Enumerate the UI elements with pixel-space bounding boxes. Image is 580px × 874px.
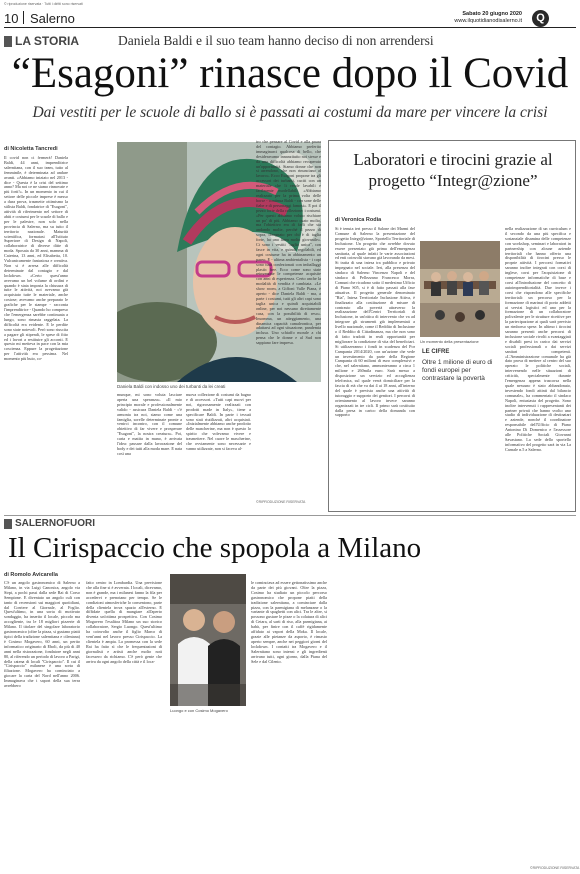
issue-date: Sabato 20 giugno 2020 bbox=[462, 11, 522, 17]
bottom-photo-caption: Luongo e con Cosimo Mogavero bbox=[170, 708, 228, 713]
masthead-rule bbox=[4, 27, 576, 28]
bottom-column-1: C'è un angolo gastronomico di Salerno a Milano, in via Luigi Canonica, angolo via Sirpi, a pochi passi dalla sede Rai di Corso Sempione. E diventato un angolo cult con tanto di recensioni sui maggiori quotidiani, dal Corriere al Giornale, al Foglio. Quest'ultimo, in una sorta di motivato sondaggio, ha inserito il locale, piccolo ma accogliente, tra le 18 migliori pizzerie di Milano. Il titolare del singolare laboratorio gastronomico (oltre la pizza, si gustano piatti tipici della tradizione salernitana e cilentana) è Cosimo Mogavero, 60 anni, un perito informatico originario di Eboli, da più di 40 anni nella ristorazione, fondatore negli anni 80, al riferendo un periodo di lavoro a Parigi, della catena di locali "Cirispaccio". Il cui il "Cirispaccio" milanese è una sorta di filiazione. Mogavero ha cominciato a giocare la carta del Nord nell'anno 2006. Immaginava che i sapori della sua terra avrebbero bbox=[4, 581, 80, 689]
main-byline: di Nicoletta Tancredi bbox=[4, 146, 58, 152]
bottom-kicker-marker bbox=[4, 519, 12, 529]
side-column-1: Si è tenuta ieri presso il Salone dei Marmi del Comune di Salerno la presentazione del progetto Integr@zione, Sportello Territoriale di Inclusione. Un progetto che avrebbe dovuto essere presentato già prima dell'emergenza sanitaria, al quale infatti le varie associazioni ed enti coinvolti stavano già lavorando da mesi. Si tratta di una intesa tra pubblico e privato impegnato nel sociale. Ieri, alla presenza del sindaco di Salerno Vincenzo Napoli e del sindaco di Pellezzano Francesco Morra, Comuni che ricadono sotto il medesimo Ufficio di Piano S05, si è di fatto passati alla fase attuativa. Il progetto generale denominato "Ria", Intesa Territoriale Inclusione Attiva, è finalizzato alla costituzione di misure di contrasto alla povertà attraverso la realizzazione dell'Centri Territoriali di Inclusione, in un'ottica di intervento che va ad integrare gli strumenti già implementati a livello nazionale, come il Reddito di Inclusione o il Reddito di Cittadinanza, ma che non sono di fatto tradotti in reali opportunità per migliorare la condizione di vita del beneficiari. Si utilizzeranno i fondi in scadenza del Por Campania 2014/2020, con un'azione che vede un investimento da parte della Regione Campania di 60 milioni di euro complessivi e che, nel salernitano, ammonteranno a circa 1 milione e 260mila euro. Sarà messo a disposizione un servizio ed accoglienza telefonica, sul quale verrà domiciliare per la fascia di età che va dai 4 ai 18 anni, all'interno del quale è prevista anche una attività di tutoraggio e supporto dei genitori. I percorsi di orientamento al lavoro invece saranno organizzati in tre cicli. Il primo sarà costituito dalla presa in carico della domanda con supporto bbox=[335, 227, 415, 418]
side-figures-box bbox=[420, 349, 500, 405]
bottom-copyright: ©RIPRODUZIONE RISERVATA bbox=[530, 866, 580, 870]
masthead-divider bbox=[23, 11, 24, 24]
masthead bbox=[0, 10, 580, 26]
reprint-notice: © riproduzione riservata · Tutti i diritti sono riservati bbox=[4, 2, 83, 6]
main-column-3: nuova collezione di costumi da bagno e di accessori. «Tutti capi nuovi per noi, rigorosamente realizzati con prodotti made in Italy», tiene a specificare Baldi. In parte i tessuti sono stati riutilizzati, altri acquistati. «Inizialmente abbiamo anche prodotto delle mascherine, ma non è questo lo spirito che volevamo vivere e trasmettere. Nel cuore le mascherine, che ovviamente sono necessarie e vanno utilizzate, non si faceva al- bbox=[186, 393, 251, 451]
bottom-byline: di Romolo Avicarella bbox=[4, 572, 58, 578]
main-kicker: LA STORIA bbox=[15, 34, 80, 48]
figures-text: Oltre 1 milione di euro di fondi europei per contrastare la povertà bbox=[422, 359, 493, 382]
main-photo-caption: Daniela Baldi con indosso uno dei turbanti da lei creati bbox=[117, 384, 226, 389]
main-overline: Daniela Baldi e il suo team hanno deciso di non arrendersi bbox=[118, 33, 434, 48]
side-photo-caption: Un momento della presentazione bbox=[420, 339, 479, 344]
side-story bbox=[328, 140, 576, 512]
bottom-column-3: le cominciava ad essere gettonatissimo anche da parte dei più giovani. Oltre la pizza, Cosimo ha studiato un piccolo percorso gastronomico che propone piatti della tradizione salernitana, a cominciare dalla pizza, con la parmigiana di melanzane o la variante di spaghetti con alici. Tra le altre, si possono gustare le pizze o la colatura di alici di Cetara, al sarti di riso, alla parmigiana, ai babà, per finire con il caffè rigidamente affidato ai vapori della Moka. Il locale, grazie alle pietanze da asporto, è rimasto aperto sempre, anche nei peggiori giorni del lockdown. I contatti tra Mogavero e il Salernitano sono intensi e gli ingredienti arrivano tutti, ogni giorno, dalla Piana del Sele e dal Cilento. bbox=[251, 581, 327, 664]
side-column-2: nella realizzazione di un curriculum e il secondo da una più specifica e sostanziale disamina delle competenze con workshop, seminari e laboratori in partnership con alcune aziende territoriali che hanno offerto una disponibilità di tirocini presso le proprie attività. I percorsi formativi saranno inoltre integrati con corsi di inglese, corsi per l'acquisizione di competenze informatiche di base e corsi all'introduzione del concetto di autoimprenditorialità. Due invece i corsi che rispondono alle specifiche territoriali: un percorso per la formazione di marinai di porto addetti ai servizi logistici ed uno per la formazione di un collaboratore polivalente per le strutture ricettive per la partecipazione ai quali sarà previsto un rimborso spese. In ultimo i tirocini saranno presenti anche percorsi di inclusione sociale rivolti a svantaggiati e disabili presi in carico dai servizi sociali professionali o dai servizi sanitari competenti. «L'Amministrazione comunale ha già dato prova di mettere al centro del suo operato le politiche sociali, intervenendo nelle situazioni di criticità, specialmente durante l'emergenza appena trascorsa nella quale nessuno è stato abbandonato, investendo fondi attinti dal bilancio comunale», ha commentato il sindaco Napoli, entusiasta del progetto. Sono inoltre intervenuti i rappresentanti dei partner privati che hanno svolto uno studio di individuazione di destinatari e aziende, nonché il coordinatore responsabile dell'Ufficio di Piano Antonino Di Domenico e l'assessore alle Politiche Sociali Giovanni Savastano. La sede dello sportello informativo del progetto sarà in via La Carnale n.5 a Salerno. bbox=[505, 227, 571, 452]
main-subheadline: Dai vestiti per le scuole di ballo si è passati ai costumi da mare per vincere la crisi bbox=[32, 104, 548, 121]
figures-label: LE CIFRE bbox=[422, 349, 450, 355]
bottom-column-2: fatto centro in Lombardia. Una previsione che alla fine si è avverata. I locali, dicevamo, non è grande, ma i milanesi fanno la fila per accedervi e prenotano per tempo. Se le condizioni atmosferiche lo consentono, parte della clientela trova spazio all'esterno. E diffidate quella di mangiare all'aperto diventa un'ottima prospettiva. Con Cosimo Mogavero l'esalitoa Milano un suo storico collaboratore, Sergio Luongo. Quest'ultimo ha coinvolto anche il figlio Marco di vent'anni nel lavoro presso Cirispaccio. La clientela è ampia. La promessa con la sede Rai ha fatto sì che le frequentazioni di giornalisti e artisti anche molto noti facessero da richiamo. C'è però gente che arriva da ogni angolo della città e il loca- bbox=[86, 581, 162, 664]
main-column-4: tro che pensare al Covid e alla paura del contagio. Abbiamo preferito immaginarci qualcosa di bello, che desideravamo innanzitutto noi stesse e da una difficoltà abbiamo recuperato un'opportunità. Siamo donne che non si arrendono, che non rinunciano al lavoro». Ecco Esagoni propone tra gli accessori dei turbanti, cuciti con un materiale che li rende lavabili e facilmente modellabili. «Abbiamo realizzato per la prima volta delle borse - continua Baldi - con sone delle fiabe e di personaggi famosi». E poi il pezzo forte della collezione: i costumi. «Per questi abbiamo voluto rischiare un po' di più. Abbiamo osato molto, ma l'obiettivo era di farli che sia andando molte, perché il pezzo di sopra, disegnato per chi è di taglia forte, ha una linea molto giovanile». Ci sono i vestiti "taglia unica", con fasce in vita, e quindi regolabili, ed ogni costume ha in abbinamento un pareo. E - ultima ambientalista - i capi sono tutti confezionati con imballaggi plastic free. Ecco come sono state reinventate le competenze acquisite con anni di esperienza. Certo anche la modalità di vendita è cambiata. «Le show room, a Giffoni Valle Piana, è aperto - dice Daniela Baldi - ma, a parte i costumi, tutti gli altri capi sono taglia unica e quindi acquistabili online, per noi nessuno direttamente casa, con la possibilità di reso». Insomma, un atteggiamento, una dinamica capacità camaleontica, per adattarsi ad ogni situazione, pandemia inclusa. Uno schiaffo morale a chi pensa che le donne e al Sud non sappiano fare impresa. bbox=[256, 140, 321, 346]
site-url: www.ilquotidianodisalerno.it bbox=[454, 18, 522, 24]
page-number: 10 bbox=[4, 11, 19, 26]
main-column-1: Il covid non ci fermerà! Daniela Baldi, 44 anni, imprenditrice salernitana, con il suo team, tutto al femminile, è determinata ad andare avanti. «Abbiamo iniziato nel 2013 - dice - Questa è la crisi del settimo anno? Ma noi ce ne siamo rinnovate e più forti!». In un momento in cui il settore delle piccole imprese è messo a dura prova, trasmette ottimismo la stilista Baldi, fondatrice di "Esagoni", attività di riferimento nel settore di abiti e costumi per le scuole di ballo e per le palestre, non solo nella provincia di Salerno, ma su tutto il territorio nazionale. Maturità scientifica, formatasi all'Istituto Superiore di Design di Napoli, collaboratrice di diverse ditte di moda. Sposata da 30 anni, mamma di Caterina, 13 anni, ed Elisabetta, 10. Vulcanicamente fantasiosa e creativa. Non si è arresa alle difficoltà determinate dal contagio e dal lockdown. «Certo quest'anno avevamo un bel volume di ordini e quando è stata imposta la chiusura di tutte le attività, noi avevamo già acquistato tutte le materiale, anche costose; avevamo anche preparato le grafiche per le stampe - racconta l'imprenditrice - Quando ho compreso che l'emergenza sarebbe continuata a lungo, sono rimasta raggelata. La difficoltà era evidente. E le perdite sono state notevoli. Però sono riuscita a pagare gli stipendi, le spese di fitto ed i lavori a restituire gli acconti. E questo mi metteva in pace con la mia coscienza. Eppure la progettazione per l'attività era pessima. Nel momento più buio, co- bbox=[4, 156, 68, 362]
main-copyright: ©RIPRODUZIONE RISERVATA bbox=[256, 500, 306, 504]
bottom-photo bbox=[170, 574, 246, 706]
section-name: Salerno bbox=[30, 11, 75, 26]
masthead-logo bbox=[532, 10, 549, 27]
kicker-marker bbox=[4, 36, 12, 47]
logo-letter: Q bbox=[536, 12, 545, 24]
main-column-2: munque, mi sono voluta lasciare aperta una speranza». «Il mio principio morale e professionalmente valido - assicura Daniela Baldi - c'è armonia tra noi, siamo come una famiglia, sorelle determinate pronte a venirci incontro, con il comune obiettivo di far vivere e prosperare "Esagoni", la nostra creatura». Poi, carta e matita in mano, è arrivata l'idea: passare dalla lavorazione del body e dei tutti alla moda mare. E nata così una bbox=[117, 393, 182, 456]
bottom-rule bbox=[4, 515, 576, 516]
side-byline: di Veronica Rodia bbox=[335, 217, 382, 223]
main-headline: “Esagoni” rinasce dopo il Covid bbox=[11, 50, 569, 97]
side-photo-illustration bbox=[420, 241, 500, 337]
side-headline: Laboratori e tirocini grazie al progetto “Integr@zione” bbox=[353, 150, 553, 190]
bottom-kicker: SALERNOFUORI bbox=[15, 518, 95, 529]
side-photo bbox=[420, 241, 500, 337]
bottom-headline: Il Cirispaccio che spopola a Milano bbox=[8, 532, 422, 564]
bottom-photo-illustration bbox=[170, 574, 246, 706]
